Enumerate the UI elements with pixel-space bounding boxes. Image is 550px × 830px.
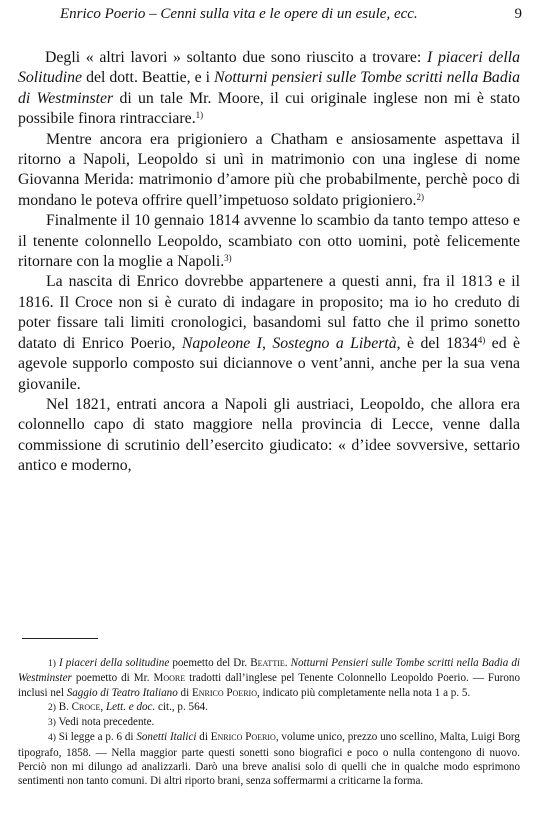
main-text — [18, 48, 520, 477]
footnote-mark: 2) — [48, 702, 56, 713]
page-number: 9 — [514, 6, 522, 22]
footnote-mark: 4) — [48, 733, 56, 744]
footnote-4: 4) Si legge a p. 6 di Sonetti Italici di Enrico Poerio, volume unico, prezzo uno scellino, Malta, Luigi Borg tipografo, 1858. — Nella maggior parte questi sonetti sono biografici e poco o nulla contengono di nuovo. Perciò non mi dilungo ad analizzarli. Darò una breve analisi solo di quelli che in qualche modo esprimono sentimenti non tanto comuni. Di altri riporto brani, senza soffermarmi a criticarne la forma. — [18, 731, 520, 788]
paragraph-5: Nel 1821, entrati ancora a Napoli gli austriaci, Leopoldo, che allora era colonnello capo di stato maggiore nella provincia di Lecce, venne dalla commissione di scrutinio dell’esercito giudicato: « d’idee sovversive, settario antico e moderno, — [18, 395, 520, 475]
footnote-ref-2[interactable]: 2) — [416, 191, 424, 202]
footnotes — [18, 656, 520, 789]
footnote-mark: 1) — [48, 659, 56, 669]
footnote-2: 2) B. Croce, Lett. e doc. cit., p. 564. — [48, 700, 208, 713]
running-title: Enrico Poerio – Cenni sulla vita e le opere di un esule, ecc. — [60, 6, 418, 22]
footnote-1: 1) I piaceri della solitudine poemetto del Dr. Beattie. Notturni Pensieri sulle Tombe scritti nella Badia di Westminster poemetto di Mr. Moore tradotti dall’inglese pel Tenente Colonnello Leopoldo Poerio. — Furono inclusi nel Saggio di Teatro Italiano di Enrico Poerio, indicato più completamente nella nota 1 a p. 5. — [18, 657, 520, 699]
footnote-3: 3) Vedi nota precedente. — [48, 716, 155, 729]
paragraph-3: Finalmente il 10 gennaio 1814 avvenne lo scambio da tanto tempo atteso e il tenente colonnello Leopoldo, scambiato con otto uomini, potè felicemente ritornare con la moglie a Napoli.$^{3)}$ — [18, 212, 520, 271]
footnote-mark: 3) — [48, 718, 56, 729]
footnote-ref-1[interactable]: 1) — [195, 110, 204, 121]
paragraph-4: La nascita di Enrico dovrebbe appartenere a questi anni, fra il 1813 e il 1816. Il Croce non si è curato di indagare in proposito; ma io ho creduto di poter fissare tali limiti cronologici, basandomi sul fatto che il primo sonetto datato di Enrico Poerio, Napoleone I, Sostegno a Libertà, è del 1834$^{4)}$ ed è agevole supporlo composto sui diciannove o vent’anni, anche per la sua vena giovanile. — [18, 273, 521, 393]
running-header — [20, 6, 522, 28]
footnote-ref-4[interactable]: 4) — [477, 334, 486, 345]
footnote-divider — [22, 638, 98, 639]
paragraph-2: Mentre ancora era prigioniero a Chatham e ansiosamente aspettava il ritorno a Napoli, Leopoldo si unì in matrimonio con una inglese di nome Giovanna Merida: matrimonio d’amore più che probabilmente, perchè poco di mondano le poteva offrire quell’impetuoso soldato prigioniero.$^{2)}$ — [18, 130, 520, 209]
paragraph-1: Degli « altri lavori » soltanto due sono riuscito a trovare: I piaceri della Solitudine del dott. Beattie, e i Notturni pensieri sulle Tombe scritti nella Badia di Westminster di un tale Mr. Moore, il cui originale inglese non mi è stato possibile finora rintracciare.$^{1)}$ — [18, 49, 520, 128]
footnote-ref-3[interactable]: 3) — [224, 253, 232, 264]
